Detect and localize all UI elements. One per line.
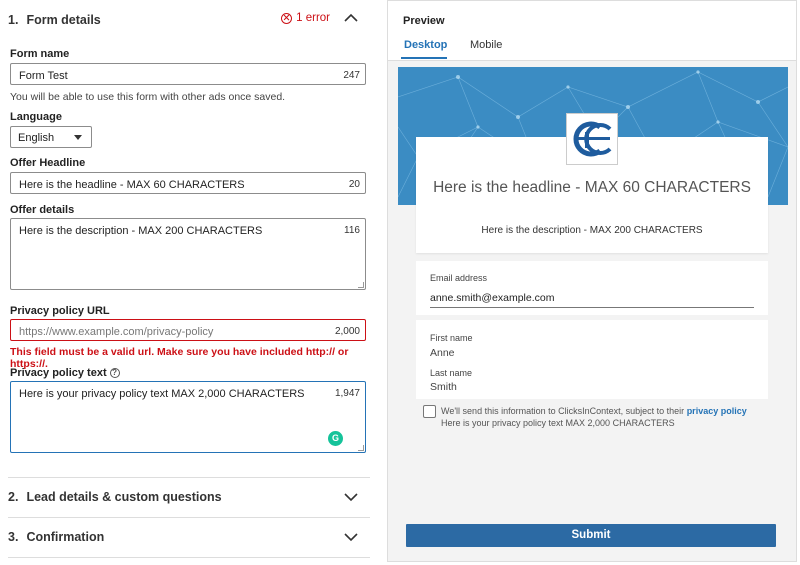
char-count: 20	[348, 179, 360, 190]
language-label: Language	[10, 111, 62, 123]
section-confirmation-header[interactable]: 3. Confirmation	[8, 517, 370, 557]
form-editor	[0, 0, 378, 565]
preview-headline: Here is the headline - MAX 60 CHARACTERS	[433, 179, 751, 196]
form-name-helper: You will be able to use this form with other ads once saved.	[10, 91, 286, 103]
first-name-value[interactable]: Anne	[430, 347, 455, 359]
last-name-label: Last name	[430, 368, 473, 378]
char-count: 116	[344, 225, 360, 236]
first-name-label: First name	[430, 333, 473, 343]
privacy-url-label: Privacy policy URL	[10, 305, 110, 317]
error-indicator	[281, 12, 330, 24]
error-circle-icon	[281, 13, 292, 24]
email-underline	[430, 307, 754, 308]
offer-headline-label: Offer Headline	[10, 157, 86, 169]
preview-header	[388, 1, 796, 61]
chevron-up-icon[interactable]	[344, 13, 356, 25]
char-count: 247	[343, 70, 360, 81]
active-tab-indicator	[401, 57, 447, 59]
company-logo	[566, 113, 618, 165]
chevron-down-icon[interactable]	[344, 532, 356, 544]
consent-checkbox[interactable]	[423, 405, 436, 418]
dropdown-caret-icon	[74, 135, 82, 140]
section-lead-details-header[interactable]: 2. Lead details & custom questions	[8, 477, 370, 517]
submit-button[interactable]: Submit	[406, 524, 776, 547]
char-count: 1,947	[334, 388, 360, 399]
email-card	[416, 261, 768, 315]
offer-details-textarea[interactable]: Here is the description - MAX 200 CHARACTERS 116	[10, 218, 366, 290]
error-count: 1 error	[296, 12, 330, 24]
form-name-input[interactable]: Form Test 247	[10, 63, 366, 85]
tab-mobile[interactable]: Mobile	[470, 39, 503, 51]
email-value[interactable]: anne.smith@example.com	[430, 292, 555, 304]
privacy-url-input[interactable]: https://www.example.com/privacy-policy 2,000	[10, 319, 366, 341]
resize-handle[interactable]	[358, 282, 364, 288]
form-name-label: Form name	[10, 48, 70, 60]
offer-headline-input[interactable]: Here is the headline - MAX 60 CHARACTERS 20	[10, 172, 366, 194]
grammarly-icon[interactable]: G	[328, 431, 343, 446]
preview-title: Preview	[403, 15, 445, 27]
section-form-details-header[interactable]	[8, 0, 370, 40]
privacy-url-error: This field must be a valid url. Make sure you have included http:// or https://.	[10, 346, 349, 370]
preview-panel	[387, 0, 797, 562]
resize-handle[interactable]	[358, 445, 364, 451]
consent-text: We'll send this information to ClicksInContext, subject to their privacy policy Here is your privacy policy text MAX 2,000 CHARACTERS	[441, 406, 747, 428]
privacy-text-textarea[interactable]: Here is your privacy policy text MAX 2,000 CHARACTERS 1,947 G	[10, 381, 366, 453]
email-label: Email address	[430, 273, 488, 283]
char-count: 2,000	[334, 326, 360, 337]
privacy-text-label: Privacy policy text ?	[10, 367, 120, 379]
divider	[8, 557, 370, 558]
name-card	[416, 320, 768, 399]
section-title: Confirmation	[26, 530, 105, 544]
offer-details-label: Offer details	[10, 204, 75, 216]
section-title: Lead details & custom questions	[26, 490, 222, 504]
help-icon[interactable]: ?	[110, 368, 120, 378]
consent-policy-text: Here is your privacy policy text MAX 2,000 CHARACTERS	[441, 418, 675, 428]
section-title: Form details	[26, 13, 101, 27]
tab-desktop[interactable]: Desktop	[404, 39, 448, 51]
section-number: 1.	[8, 13, 19, 27]
language-select[interactable]: English	[10, 126, 92, 148]
chevron-down-icon[interactable]	[344, 492, 356, 504]
preview-description: Here is the description - MAX 200 CHARACTERS	[481, 225, 703, 236]
last-name-value[interactable]: Smith	[430, 381, 457, 393]
privacy-policy-link[interactable]: privacy policy	[686, 406, 747, 416]
